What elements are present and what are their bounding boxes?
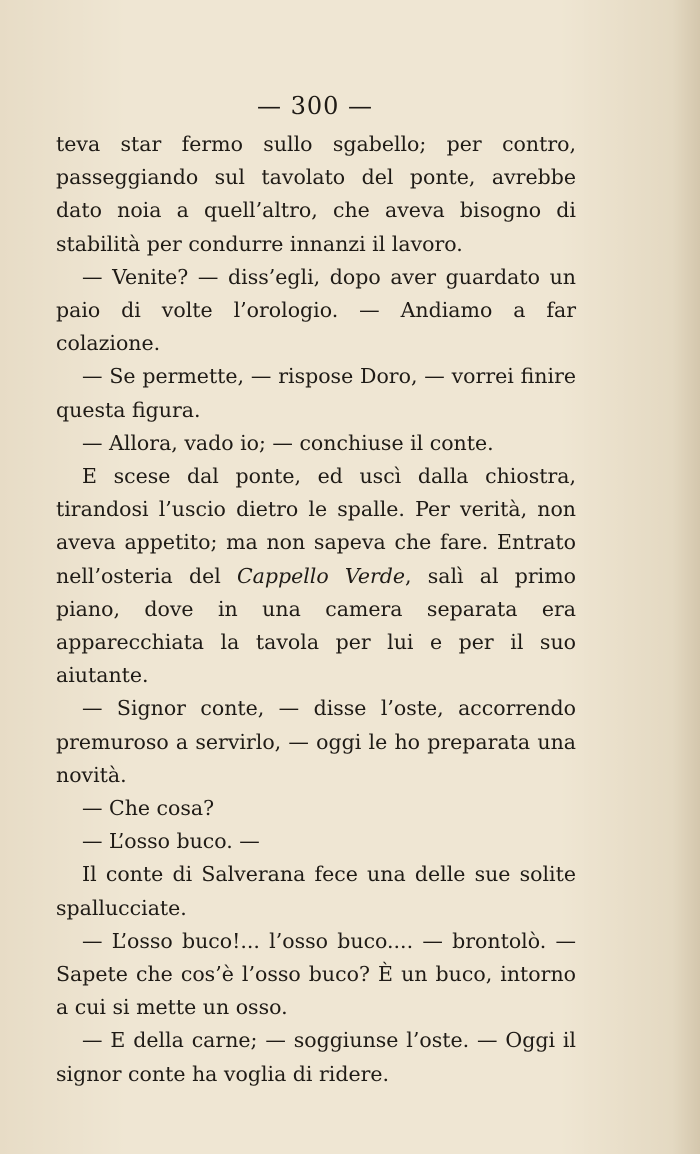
page-number: — 300 — bbox=[256, 92, 374, 120]
paragraph: — Se permette, — rispose Doro, — vorrei finire questa figura. bbox=[56, 364, 576, 422]
paragraph bbox=[56, 460, 576, 692]
paragraph: — L’osso buco!... l’osso buco.... — brontolò. — Sapete che cos’è l’osso buco? È un buco, intorno a cui si mette un osso. bbox=[56, 928, 576, 1020]
paragraph: — L’osso buco. — bbox=[82, 829, 260, 854]
paragraph: Il conte di Salverana fece una delle sue solite spallucciate. bbox=[56, 862, 576, 920]
paragraph: — Che cosa? bbox=[82, 796, 215, 821]
paragraph-text: E scese dal ponte, ed uscì dalla chiostra, tirandosi l’uscio dietro le spalle. Per verità, non aveva appetito; ma non sapeva che fare. Entrato nell’osteria del bbox=[56, 464, 576, 588]
inn-name: Cappello Verde bbox=[236, 563, 406, 588]
paragraph: — Venite? — diss’egli, dopo aver guardato un paio di volte l’orologio. — Andiamo a far colazione. bbox=[56, 264, 576, 356]
paragraph-text: , salì al primo piano, dove in una camera separata era apparecchiata la tavola per lui e per il suo aiutante. bbox=[56, 563, 576, 688]
paragraph: — Signor conte, — disse l’oste, accorrendo premuroso a servirlo, — oggi le ho preparata una novità. bbox=[56, 696, 576, 787]
body-text bbox=[56, 128, 576, 1091]
paragraph: teva star fermo sullo sgabello; per contro, passeggiando sul tavolato del ponte, avrebbe dato noia a quell’altro, che aveva bisogno di stabilità per condurre innanzi il lavoro. bbox=[56, 132, 576, 256]
paragraph: — Allora, vado io; — conchiuse il conte. bbox=[82, 430, 494, 455]
paragraph: — E della carne; — soggiunse l’oste. — Oggi il signor conte ha voglia di ridere. bbox=[56, 1028, 576, 1086]
